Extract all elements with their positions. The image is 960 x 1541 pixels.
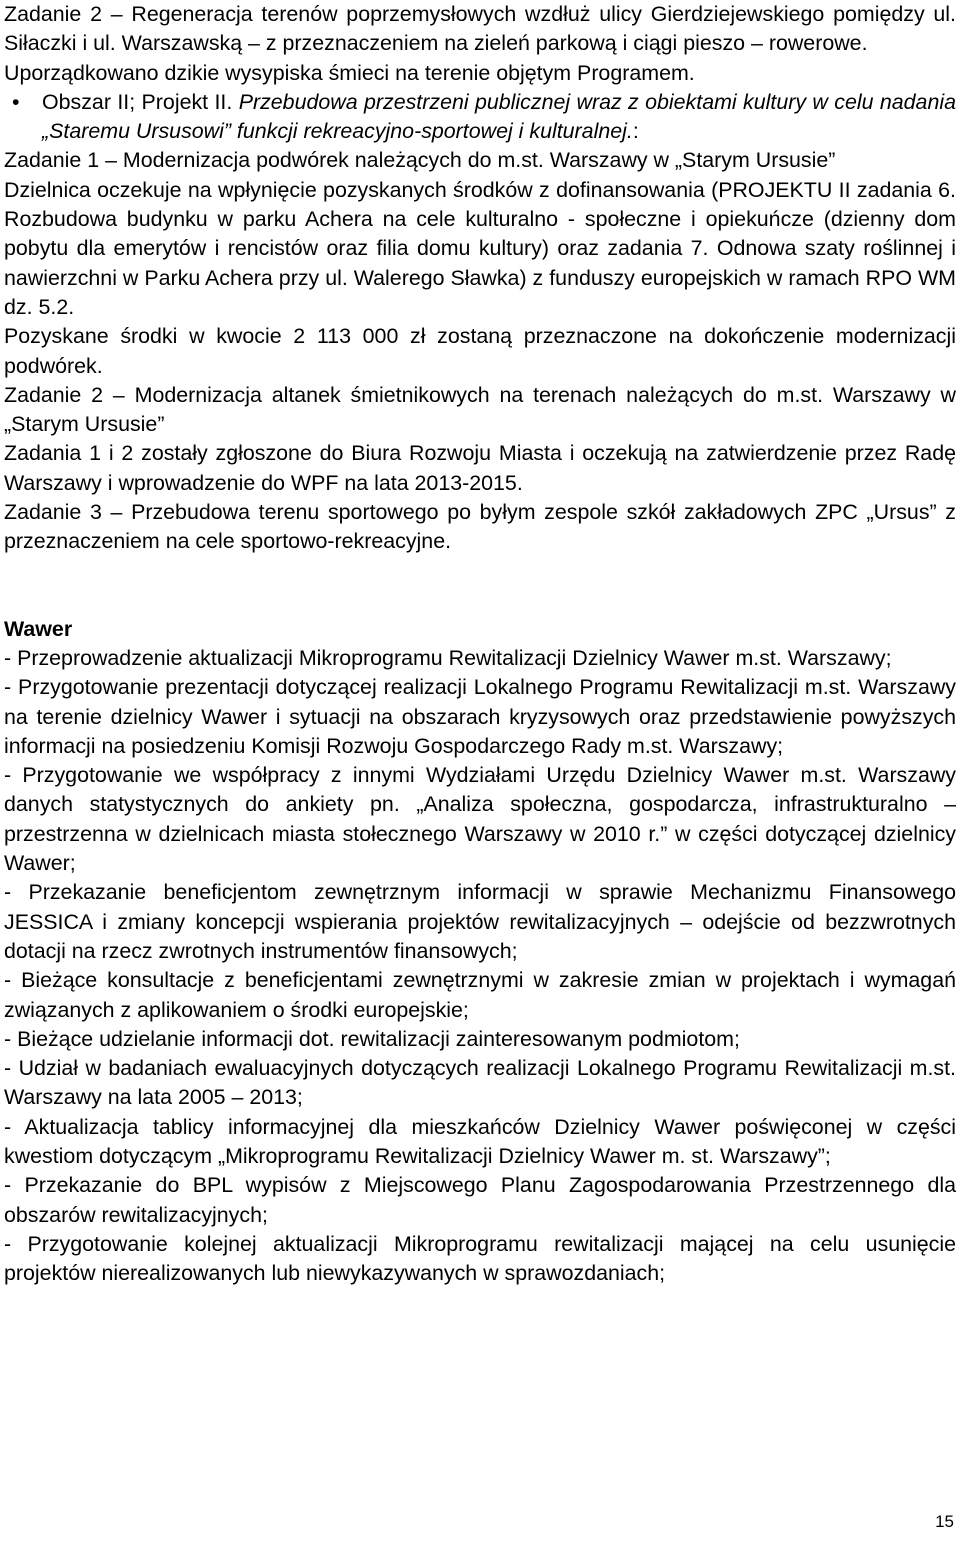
wawer-item: - Udział w badaniach ewaluacyjnych dotyczących realizacji Lokalnego Programu Rewitalizacji m.st. Warszawy na lata 2005 – 2013; <box>4 1056 956 1110</box>
ursus-area-bullet <box>4 88 956 147</box>
ursus-task-1-modernizacja: Zadanie 1 – Modernizacja podwórek należących do m.st. Warszawy w „Starym Ursusie” <box>4 148 836 173</box>
bullet-italic-text: Przebudowa przestrzeni publicznej wraz z obiektami kultury w celu nadania „Staremu Ursusowi” funkcji rekreacyjno-sportowej i kulturalnej. <box>42 89 956 144</box>
ursus-cleanup-note: Uporządkowano dzikie wysypiska śmieci na terenie objętym Programem. <box>4 60 695 85</box>
ursus-tasks-status: Zadania 1 i 2 zostały zgłoszone do Biura Rozwoju Miasta i oczekują na zatwierdzenie przez Radę Warszawy i wprowadzenie do WPF na lata 2013-2015. <box>4 441 956 495</box>
wawer-item: - Przeprowadzenie aktualizacji Mikroprogramu Rewitalizacji Dzielnicy Wawer m.st. Warszawy; <box>4 645 892 670</box>
wawer-item: - Bieżące konsultacje z beneficjentami zewnętrznymi w zakresie zmian w projektach i wymagań związanych z aplikowaniem o środki europejskie; <box>4 968 956 1022</box>
page-number: 15 <box>935 1512 954 1531</box>
bullet-icon: • <box>12 89 20 114</box>
ursus-task-2-altanki: Zadanie 2 – Modernizacja altanek śmietnikowych na terenach należących do m.st. Warszawy w „Starym Ursusie” <box>4 382 956 437</box>
wawer-item: - Przygotowanie prezentacji dotyczącej realizacji Lokalnego Programu Rewitalizacji m.st. Warszawy na terenie dzielnicy Wawer i sytuacji na obszarach kryzysowych oraz przedstawienie powyższych informacji na posiedzeniu Komisji Rozwoju Gospodarczego Rady m.st. Warszawy; <box>4 675 956 758</box>
ursus-funds-amount: Pozyskane środki w kwocie 2 113 000 zł zostaną przeznaczone na dokończenie modernizacji podwórek. <box>4 324 956 378</box>
wawer-item: - Przekazanie do BPL wypisów z Miejscowego Planu Zagospodarowania Przestrzennego dla obszarów rewitalizacyjnych; <box>4 1173 956 1227</box>
wawer-item: - Przygotowanie kolejnej aktualizacji Mikroprogramu rewitalizacji mającej na celu usunięcie projektów nierealizowanych lub niewykazywanych w sprawozdaniach; <box>4 1231 956 1286</box>
wawer-item: - Przekazanie beneficjentom zewnętrznym informacji w sprawie Mechanizmu Finansowego JESSICA i zmiany koncepcji wspierania projektów rewitalizacyjnych – odejście od bezzwrotnych dotacji na rzecz zwrotnych instrumentów finansowych; <box>4 880 956 963</box>
ursus-funding-paragraph: Dzielnica oczekuje na wpłynięcie pozyskanych środków z dofinansowania (PROJEKTU II zadania 6. Rozbudowa budynku w parku Achera na cele kulturalno - społeczne i opiekuńcze (dzienny dom pobytu dla emerytów i rencistów oraz filia domu kultury) oraz zadania 7. Odnowa szaty roślinnej i nawierzchni w Parku Achera przy ul. Walerego Sławka) z funduszy europejskich w ramach RPO WM dz. 5.2. <box>4 177 956 319</box>
section-gap <box>4 557 956 615</box>
wawer-heading: Wawer <box>4 616 73 641</box>
wawer-item: - Aktualizacja tablicy informacyjnej dla mieszkańców Dzielnicy Wawer poświęconej w części kwestiom dotyczącym „Mikroprogramu Rewitalizacji Dzielnicy Wawer m. st. Warszawy”; <box>4 1114 956 1168</box>
bullet-plain-text: Obszar II; Projekt II. <box>42 89 239 114</box>
wawer-item: - Bieżące udzielanie informacji dot. rewitalizacji zainteresowanym podmiotom; <box>4 1026 740 1051</box>
bullet-tail-text: : <box>632 119 639 144</box>
wawer-item: - Przygotowanie we współpracy z innymi Wydziałami Urzędu Dzielnicy Wawer m.st. Warszawy danych statystycznych do ankiety pn. „Analiza społeczna, gospodarcza, infrastrukturalno – przestrzenna w dzielnicach miasta stołecznego Warszawy w 2010 r.” w części dotyczącej dzielnicy Wawer; <box>4 763 956 876</box>
ursus-task-3: Zadanie 3 – Przebudowa terenu sportowego po byłym zespole szkół zakładowych ZPC „Ursus” z przeznaczeniem na cele sportowo-rekreacyjne. <box>4 500 956 554</box>
document-page <box>4 0 956 1288</box>
ursus-task-2: Zadanie 2 – Regeneracja terenów poprzemysłowych wzdłuż ulicy Gierdziejewskiego pomiędzy ul. Siłaczki i ul. Warszawską – z przeznaczeniem na zieleń parkową i ciągi pieszo – rowerowe. <box>4 2 956 56</box>
